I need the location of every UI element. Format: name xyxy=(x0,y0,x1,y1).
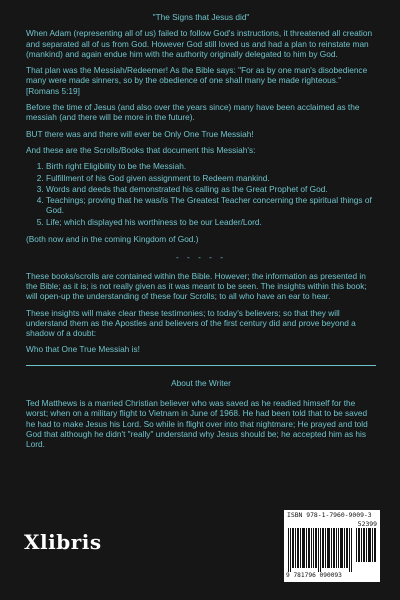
list-item: 3. Words and deeds that demonstrated his calling as the Great Prophet of God. xyxy=(46,184,376,194)
publisher-logo: Xlibris xyxy=(24,530,102,554)
list-item: 1. Birth right Eligibility to be the Messiah. xyxy=(46,161,376,171)
barcode-digits: 9 781796 090093 xyxy=(286,572,342,579)
writer-bio: Ted Matthews is a married Christian believer who was saved as he readied himself for the worst; when on a military flight to Vietnam in June of 1968. He had been told that to be saved he had to make Jesus his Lord. So while in flight over into that nightmare; He prayed and told God that although he didn't "really" understand why Jesus should be; he accepted him as his Lord. xyxy=(26,398,368,450)
isbn-label: ISBN 978-1-7960-9009-3 xyxy=(287,511,372,519)
cover-text-block xyxy=(26,12,376,450)
paragraph: When Adam (representing all of us) failed to follow God's instructions, it threatened all creation and separated all of us from God. However God still loved us and had a plan to reinstate man (mankind) and again endue him with the authority originally delegated to him by God. xyxy=(26,28,373,59)
barcode-bars xyxy=(288,528,354,572)
paragraph: Who that One True Messiah is! xyxy=(26,344,140,355)
paragraph: These insights will make clear these testimonies; to today's believers; so that they will understand them as the Apostles and believers of the first century did and prove beyond a shadow of a doubt: xyxy=(26,307,356,339)
paragraph: (Both now and in the coming Kingdom of God.) xyxy=(26,234,199,245)
paragraph: BUT there was and there will ever be Only One True Messiah! xyxy=(26,128,254,139)
divider: - - - - - xyxy=(175,252,227,263)
list-item: 5. Life; which displayed his worthiness to be our Leader/Lord. xyxy=(46,217,376,227)
paragraph: These books/scrolls are contained within the Bible. However; the information as presented in the Bible; as it is; is not really given as it was meant to be seen. The insights within this book; will open-up the understanding of these four Scrolls; to all who have an ear to hear. xyxy=(26,270,367,302)
section-rule xyxy=(26,365,376,366)
scroll-list xyxy=(26,161,376,227)
list-item: 2. Fulfillment of his God given assignment to Redeem mankind. xyxy=(46,173,376,183)
list-item: 4. Teachings; proving that he was/is The Greatest Teacher concerning the spiritual things of God. xyxy=(46,195,376,216)
paragraph: That plan was the Messiah/Redeemer! As the Bible says: "For as by one man's disobedience many were made sinners, so by the obedience of one shall many be made righteous." [Romans 5:19] xyxy=(26,65,368,96)
price-code: 52399 xyxy=(357,520,377,528)
isbn-barcode xyxy=(284,510,380,582)
writer-heading: About the Writer xyxy=(171,377,231,388)
price-bars xyxy=(356,528,376,562)
paragraph: Before the time of Jesus (and also over the years since) many have been acclaimed as the messiah (and there will be more in the future). xyxy=(26,102,360,123)
cover-title: "The Signs that Jesus did" xyxy=(152,12,250,22)
paragraph: And these are the Scrolls/Books that document this Messiah's: xyxy=(26,144,256,155)
